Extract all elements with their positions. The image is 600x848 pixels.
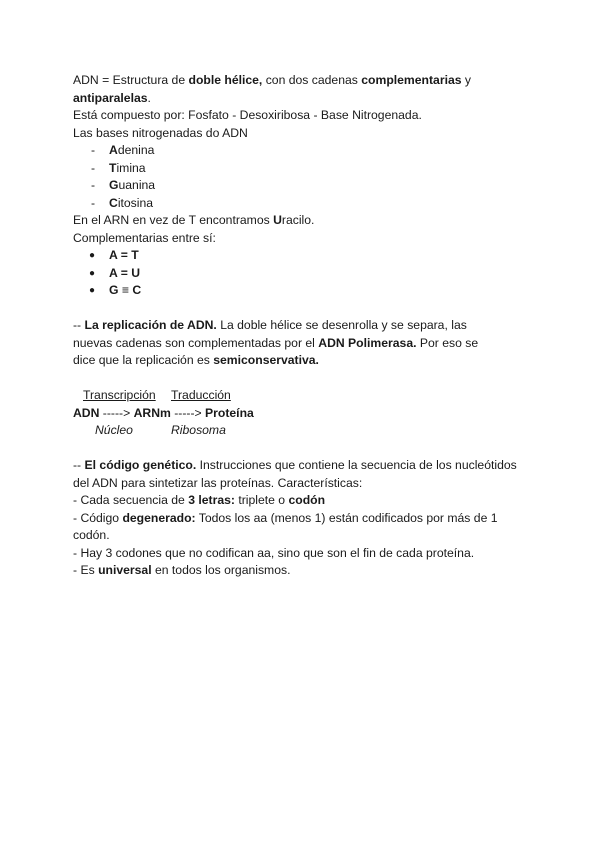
document-page <box>73 72 533 580</box>
replication-paragraph <box>73 317 503 370</box>
process-labels <box>73 387 533 405</box>
bold-term: U <box>273 213 282 227</box>
characteristic-codon <box>73 492 533 510</box>
text-run: La doble hélice se desenrolla y se separa, las nuevas cadenas son complementadas por el <box>73 318 467 350</box>
text-run: en todos los organismos. <box>151 563 291 577</box>
flow-adn: ADN <box>73 405 100 420</box>
base-initial: A <box>109 143 118 157</box>
bold-term: semiconservativa. <box>213 353 319 367</box>
adn-composition: Está compuesto por: Fosfato - Desoxiribosa - Base Nitrogenada. <box>73 108 422 122</box>
pairs-heading: Complementarias entre sí: <box>73 230 216 245</box>
bold-term: doble hélice, <box>188 73 263 87</box>
ribosome-label: Ribosoma <box>171 423 226 437</box>
characteristic-stop-codons: - Hay 3 codones que no codifican aa, sino que son el fin de cada proteína. <box>73 545 475 560</box>
dash-marker: - <box>91 160 96 175</box>
base-rest: itosina <box>117 195 154 210</box>
bold-term: complementarias <box>361 73 462 87</box>
text-run: Instrucciones que contiene la secuencia de los nucleótidos del ADN para sintetizar las proteínas. Características: <box>73 458 517 490</box>
flow-arrow: -----> <box>99 405 134 420</box>
text-run: ADN = Estructura de <box>73 73 189 87</box>
pairs-list <box>73 247 533 300</box>
list-item <box>73 195 533 213</box>
text-run: Todos los aa (menos 1) están codificados por más de 1 codón. <box>73 510 498 542</box>
list-item <box>73 160 533 178</box>
dash-marker: - <box>91 178 96 192</box>
nucleus-label: Núcleo <box>95 423 133 437</box>
bold-term: degenerado: <box>122 510 196 525</box>
spacer <box>73 440 533 458</box>
text-run: racilo. <box>281 213 315 227</box>
text-run: con dos cadenas <box>262 73 362 87</box>
bullet-icon: ● <box>89 267 96 279</box>
characteristic-universal <box>73 562 533 580</box>
location-labels <box>73 422 533 440</box>
bold-term: universal <box>98 563 152 577</box>
base-rest: uanina <box>118 178 156 192</box>
bold-term: codón <box>288 493 326 507</box>
bold-term: La replicación de ADN. <box>84 318 217 332</box>
list-item <box>73 177 533 195</box>
text-run: - Código <box>73 510 123 525</box>
base-initial: T <box>109 160 117 175</box>
text-run: - Cada secuencia de <box>73 493 189 507</box>
base-rest: imina <box>116 160 146 175</box>
flow-protein: Proteína <box>205 405 254 420</box>
transcription-label: Transcripción <box>83 388 156 402</box>
bullet-icon: ● <box>89 250 96 261</box>
bold-term: antiparalelas <box>73 90 148 105</box>
text-run: Por eso se dice que la replicación es <box>73 335 479 367</box>
spacer <box>73 370 533 388</box>
pair-text: A = U <box>109 265 141 280</box>
genetic-code-paragraph <box>73 457 528 492</box>
text-run: triplete o <box>234 493 289 507</box>
text-run: y <box>461 73 471 87</box>
dash-marker: - <box>91 143 96 157</box>
bold-term: ADN Polimerasa. <box>318 335 417 350</box>
base-initial: G <box>109 178 119 192</box>
central-dogma-flow <box>73 405 533 423</box>
bold-term: 3 letras: <box>188 493 235 507</box>
list-item <box>73 142 533 160</box>
flow-arrow: -----> <box>170 405 206 420</box>
list-item <box>73 247 533 265</box>
adn-definition <box>73 72 493 107</box>
text-run: -- <box>73 458 85 472</box>
text-run: - Es <box>73 563 99 577</box>
characteristic-degenerate <box>73 510 513 545</box>
text-run: -- <box>73 318 85 332</box>
text-run: . <box>147 90 151 105</box>
base-initial: C <box>109 195 118 210</box>
list-item <box>73 265 533 283</box>
spacer <box>73 300 533 318</box>
bases-list <box>73 142 533 212</box>
pair-text: A = T <box>109 248 139 262</box>
bullet-icon: ● <box>89 285 96 296</box>
list-item <box>73 282 533 300</box>
bold-term: El código genético. <box>84 458 197 472</box>
flow-arnm: ARNm <box>133 405 171 420</box>
text-run: En el ARN en vez de T encontramos <box>73 213 274 227</box>
dash-marker: - <box>91 195 96 210</box>
pair-text: G ≡ C <box>109 283 142 297</box>
arn-uracil-note <box>73 212 533 230</box>
translation-label: Traducción <box>171 388 231 402</box>
bases-heading: Las bases nitrogenadas do ADN <box>73 125 248 140</box>
base-rest: denina <box>117 143 155 157</box>
